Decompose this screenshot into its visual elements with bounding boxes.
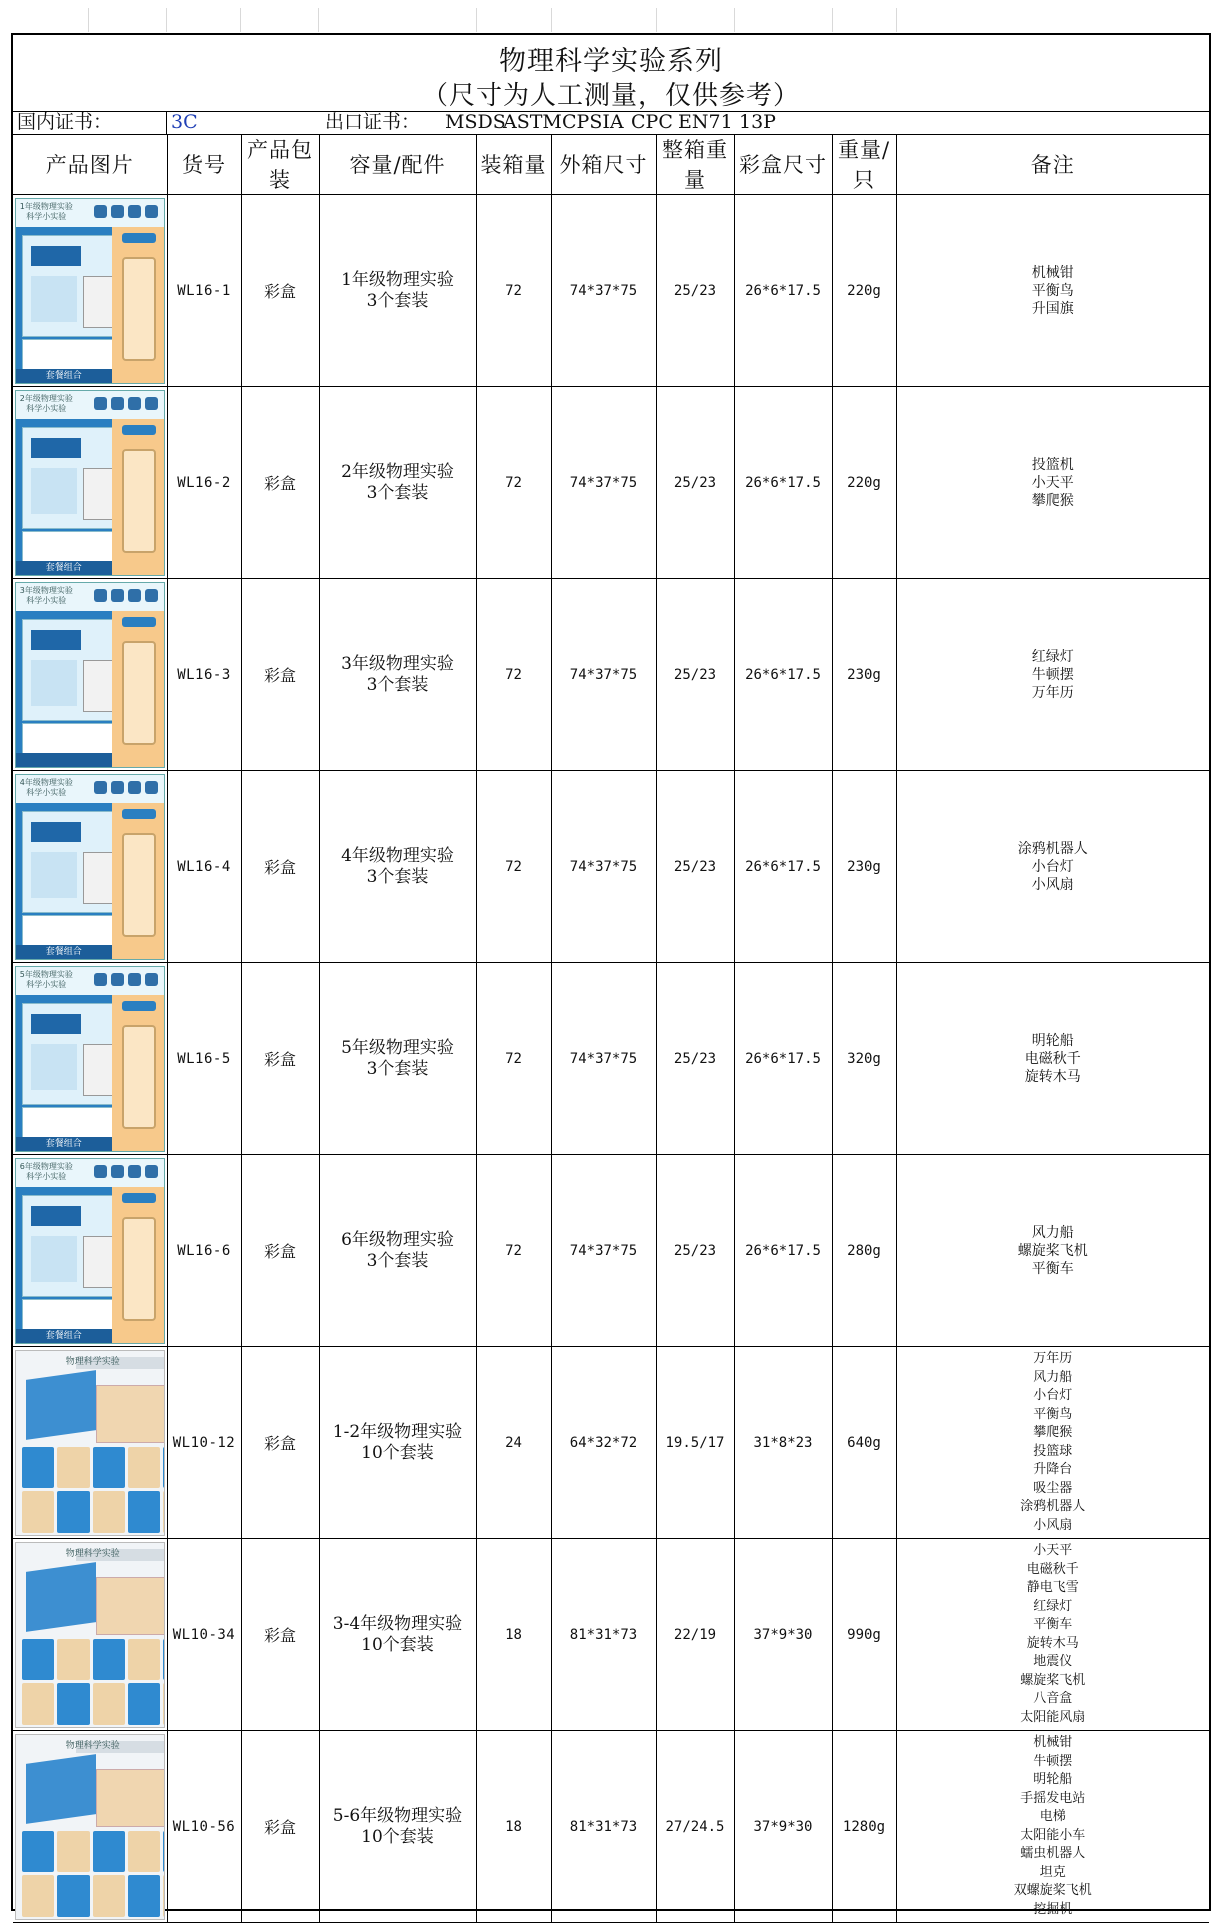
- note-item: 挖掘机: [1033, 1901, 1073, 1917]
- product-image: [15, 1350, 165, 1536]
- table-row: [13, 579, 1209, 771]
- title-main: 物理科学实验系列: [499, 46, 723, 77]
- note-item: 小天平: [1031, 474, 1074, 491]
- notes-cell: [896, 387, 1209, 579]
- unit-weight: 230g: [832, 579, 896, 771]
- capacity-cell: [319, 771, 476, 963]
- product-image: [15, 966, 165, 1152]
- capacity-cell: [319, 1347, 476, 1539]
- image-title-text: 3年级物理实验 科学小实验: [19, 585, 73, 605]
- product-code: WL16-2: [167, 387, 241, 579]
- note-item: 明轮船: [1033, 1772, 1073, 1787]
- product-code: WL16-6: [167, 1155, 241, 1347]
- table-row: [13, 195, 1209, 387]
- note-item: 红绿灯: [1033, 1598, 1073, 1614]
- note-item: 投篮机: [1031, 456, 1074, 473]
- capacity-line: 10个套装: [361, 1634, 434, 1655]
- carton-weight: 22/19: [656, 1539, 734, 1731]
- image-title-text: 物理科学实验: [65, 1356, 120, 1367]
- certificate-row: [13, 111, 1209, 135]
- image-title-text: 物理科学实验: [65, 1548, 120, 1559]
- note-item: 电磁秋千: [1026, 1561, 1079, 1577]
- capacity-line: 3年级物理实验: [341, 653, 454, 674]
- notes-cell: [896, 579, 1209, 771]
- carton-weight: 25/23: [656, 963, 734, 1155]
- capacity-line: 1年级物理实验: [341, 269, 454, 290]
- carton-size: 74*37*75: [551, 195, 656, 387]
- image-title-text: 1年级物理实验 科学小实验: [19, 201, 73, 221]
- image-footer-text: 套餐组合: [16, 1329, 112, 1343]
- carton-qty: 72: [476, 387, 551, 579]
- capacity-cell: [319, 1155, 476, 1347]
- package-type: 彩盒: [241, 1347, 319, 1539]
- package-type: 彩盒: [241, 387, 319, 579]
- carton-qty: 72: [476, 963, 551, 1155]
- image-title-text: 2年级物理实验 科学小实验: [19, 393, 73, 413]
- header-row: [13, 134, 1209, 195]
- capacity-line: 4年级物理实验: [341, 845, 454, 866]
- domestic-cert-label: 国内证书：: [17, 111, 113, 133]
- table-row: [13, 1731, 1209, 1923]
- capacity-line: 3-4年级物理实验: [332, 1613, 463, 1634]
- product-image-cell: [13, 195, 167, 387]
- note-item: 机械钳: [1033, 1735, 1073, 1750]
- carton-size: 74*37*75: [551, 771, 656, 963]
- carton-weight: 25/23: [656, 195, 734, 387]
- image-title-text: 5年级物理实验 科学小实验: [19, 969, 73, 989]
- unit-weight: 220g: [832, 387, 896, 579]
- image-footer-text: 套餐组合: [16, 561, 112, 575]
- color-box-size: 26*6*17.5: [734, 771, 832, 963]
- col-header-weight: 整箱重量: [656, 134, 734, 195]
- color-box-size: 31*8*23: [734, 1347, 832, 1539]
- product-image-cell: [13, 1347, 167, 1539]
- note-item: 风力船: [1031, 1224, 1074, 1241]
- note-item: 蠕虫机器人: [1020, 1846, 1086, 1861]
- product-image-cell: [13, 963, 167, 1155]
- note-item: 旋转木马: [1026, 1635, 1079, 1651]
- col-header-qty: 装箱量: [476, 134, 551, 195]
- title-note: （尺寸为人工测量，仅供参考）: [421, 81, 800, 111]
- note-item: 平衡车: [1031, 1260, 1074, 1277]
- note-item: 太阳能风扇: [1020, 1709, 1086, 1725]
- note-item: 手摇发电站: [1020, 1790, 1086, 1806]
- image-footer-text: 套餐组合: [16, 1137, 112, 1151]
- capacity-line: 6年级物理实验: [341, 1229, 454, 1250]
- capacity-cell: [319, 1731, 476, 1923]
- unit-weight: 990g: [832, 1539, 896, 1731]
- unit-weight: 1280g: [832, 1731, 896, 1923]
- carton-qty: 72: [476, 195, 551, 387]
- table-row: [13, 1347, 1209, 1539]
- carton-size: 81*31*73: [551, 1539, 656, 1731]
- spec-sheet: [11, 33, 1211, 1917]
- note-item: 螺旋桨飞机: [1020, 1672, 1086, 1688]
- note-item: 明轮船: [1031, 1032, 1074, 1049]
- note-item: 红绿灯: [1031, 648, 1074, 665]
- col-header-capacity: 容量/配件: [319, 134, 476, 195]
- carton-weight: 19.5/17: [656, 1347, 734, 1539]
- unit-weight: 220g: [832, 195, 896, 387]
- sheet-title: [13, 35, 1209, 112]
- carton-size: 74*37*75: [551, 579, 656, 771]
- package-type: 彩盒: [241, 963, 319, 1155]
- col-header-carton: 外箱尺寸: [551, 134, 656, 195]
- capacity-line: 3个套装: [366, 674, 429, 695]
- capacity-cell: [319, 1539, 476, 1731]
- note-item: 平衡车: [1033, 1617, 1073, 1632]
- export-cert-cpsia: CPSIA: [562, 111, 624, 133]
- color-box-size: 26*6*17.5: [734, 1155, 832, 1347]
- color-box-size: 26*6*17.5: [734, 963, 832, 1155]
- package-type: 彩盒: [241, 1539, 319, 1731]
- capacity-line: 5年级物理实验: [341, 1037, 454, 1058]
- product-image-cell: [13, 771, 167, 963]
- note-item: 攀爬猴: [1031, 492, 1074, 509]
- note-item: 投篮球: [1033, 1443, 1073, 1459]
- product-image-cell: [13, 1539, 167, 1731]
- note-item: 万年历: [1033, 1351, 1073, 1366]
- product-image-cell: [13, 1731, 167, 1923]
- export-cert-en71: EN71: [678, 111, 733, 133]
- package-type: 彩盒: [241, 579, 319, 771]
- note-item: 八音盒: [1033, 1691, 1073, 1706]
- col-header-box: 彩盒尺寸: [734, 134, 832, 195]
- note-item: 风力船: [1033, 1369, 1073, 1385]
- carton-size: 81*31*73: [551, 1731, 656, 1923]
- carton-qty: 24: [476, 1347, 551, 1539]
- color-box-size: 37*9*30: [734, 1731, 832, 1923]
- product-image: [15, 1158, 165, 1344]
- note-item: 攀爬猴: [1033, 1425, 1073, 1440]
- carton-size: 74*37*75: [551, 387, 656, 579]
- image-title-text: 物理科学实验: [65, 1740, 120, 1751]
- capacity-line: 3个套装: [366, 866, 429, 887]
- color-box-size: 26*6*17.5: [734, 579, 832, 771]
- table-row: [13, 1155, 1209, 1347]
- note-item: 静电飞雪: [1026, 1580, 1079, 1595]
- product-code: WL10-56: [167, 1731, 241, 1923]
- note-item: 双螺旋桨飞机: [1013, 1883, 1092, 1898]
- capacity-line: 3个套装: [366, 1250, 429, 1271]
- table-row: [13, 771, 1209, 963]
- carton-weight: 25/23: [656, 387, 734, 579]
- package-type: 彩盒: [241, 771, 319, 963]
- product-image: [15, 582, 165, 768]
- image-title-text: 4年级物理实验 科学小实验: [19, 777, 73, 797]
- capacity-cell: [319, 387, 476, 579]
- export-cert-cpc: CPC: [631, 111, 673, 133]
- capacity-line: 3个套装: [366, 1058, 429, 1079]
- export-cert-msds: MSDS: [445, 111, 506, 133]
- note-item: 涂鸦机器人: [1017, 840, 1088, 857]
- product-image: [15, 1734, 165, 1920]
- note-item: 小天平: [1033, 1543, 1073, 1558]
- note-item: 牛顿摆: [1031, 666, 1074, 683]
- notes-cell: [896, 1347, 1209, 1539]
- spreadsheet-gridlines: [0, 0, 1223, 33]
- notes-cell: [896, 1539, 1209, 1731]
- export-cert-13p: 13P: [739, 111, 776, 133]
- col-header-package: 产品包装: [241, 134, 319, 195]
- note-item: 地震仪: [1033, 1654, 1073, 1669]
- carton-qty: 18: [476, 1731, 551, 1923]
- image-footer-text: [16, 753, 112, 767]
- carton-qty: 72: [476, 771, 551, 963]
- col-header-notes: 备注: [896, 134, 1209, 195]
- export-cert-astm: ASTM: [503, 111, 562, 133]
- col-header-image: 产品图片: [13, 134, 167, 195]
- capacity-line: 5-6年级物理实验: [332, 1805, 463, 1826]
- note-item: 平衡鸟: [1031, 282, 1074, 299]
- col-header-unit-weight: 重量/只: [832, 134, 896, 195]
- carton-weight: 25/23: [656, 771, 734, 963]
- note-item: 涂鸦机器人: [1020, 1499, 1086, 1514]
- note-item: 电梯: [1039, 1809, 1066, 1824]
- capacity-line: 10个套装: [361, 1442, 434, 1463]
- export-cert-label: 出口证书：: [325, 111, 421, 133]
- note-item: 平衡鸟: [1033, 1406, 1073, 1422]
- product-image: [15, 390, 165, 576]
- capacity-cell: [319, 195, 476, 387]
- product-image-cell: [13, 387, 167, 579]
- capacity-line: 2年级物理实验: [341, 461, 454, 482]
- notes-cell: [896, 771, 1209, 963]
- product-code: WL10-34: [167, 1539, 241, 1731]
- product-image-cell: [13, 579, 167, 771]
- product-table: [13, 134, 1209, 1923]
- product-image: [15, 774, 165, 960]
- color-box-size: 26*6*17.5: [734, 387, 832, 579]
- capacity-line: 10个套装: [361, 1826, 434, 1847]
- note-item: 坦克: [1039, 1864, 1066, 1880]
- note-item: 小风扇: [1033, 1517, 1073, 1533]
- notes-cell: [896, 1731, 1209, 1923]
- product-image-cell: [13, 1155, 167, 1347]
- package-type: 彩盒: [241, 1155, 319, 1347]
- note-item: 升国旗: [1031, 300, 1074, 317]
- note-item: 吸尘器: [1033, 1480, 1073, 1496]
- table-row: [13, 387, 1209, 579]
- color-box-size: 26*6*17.5: [734, 195, 832, 387]
- carton-size: 74*37*75: [551, 1155, 656, 1347]
- notes-cell: [896, 195, 1209, 387]
- note-item: 电磁秋千: [1024, 1050, 1081, 1067]
- note-item: 螺旋桨飞机: [1017, 1242, 1088, 1259]
- unit-weight: 640g: [832, 1347, 896, 1539]
- domestic-cert-value: 3C: [171, 111, 198, 133]
- table-row: [13, 1539, 1209, 1731]
- capacity-cell: [319, 579, 476, 771]
- notes-cell: [896, 1155, 1209, 1347]
- note-item: 小台灯: [1033, 1388, 1073, 1403]
- image-footer-text: 套餐组合: [16, 945, 112, 959]
- note-item: 太阳能小车: [1020, 1827, 1086, 1843]
- table-row: [13, 963, 1209, 1155]
- image-title-text: 6年级物理实验 科学小实验: [19, 1161, 73, 1181]
- capacity-line: 3个套装: [366, 290, 429, 311]
- capacity-line: 1-2年级物理实验: [332, 1421, 463, 1442]
- color-box-size: 37*9*30: [734, 1539, 832, 1731]
- note-item: 牛顿摆: [1033, 1753, 1073, 1769]
- carton-weight: 27/24.5: [656, 1731, 734, 1923]
- note-item: 万年历: [1031, 684, 1074, 701]
- product-image: [15, 198, 165, 384]
- col-header-code: 货号: [167, 134, 241, 195]
- note-item: 机械钳: [1031, 264, 1074, 281]
- product-code: WL16-3: [167, 579, 241, 771]
- product-code: WL16-1: [167, 195, 241, 387]
- unit-weight: 230g: [832, 771, 896, 963]
- capacity-cell: [319, 963, 476, 1155]
- note-item: 小台灯: [1031, 858, 1074, 875]
- unit-weight: 320g: [832, 963, 896, 1155]
- product-code: WL10-12: [167, 1347, 241, 1539]
- product-image: [15, 1542, 165, 1728]
- carton-qty: 72: [476, 579, 551, 771]
- carton-size: 74*37*75: [551, 963, 656, 1155]
- notes-cell: [896, 963, 1209, 1155]
- product-code: WL16-5: [167, 963, 241, 1155]
- carton-size: 64*32*72: [551, 1347, 656, 1539]
- image-footer-text: 套餐组合: [16, 369, 112, 383]
- note-item: 旋转木马: [1024, 1068, 1081, 1085]
- package-type: 彩盒: [241, 195, 319, 387]
- note-item: 小风扇: [1031, 876, 1074, 893]
- carton-qty: 18: [476, 1539, 551, 1731]
- note-item: 升降台: [1033, 1462, 1073, 1477]
- unit-weight: 280g: [832, 1155, 896, 1347]
- carton-weight: 25/23: [656, 579, 734, 771]
- product-code: WL16-4: [167, 771, 241, 963]
- capacity-line: 3个套装: [366, 482, 429, 503]
- package-type: 彩盒: [241, 1731, 319, 1923]
- carton-qty: 72: [476, 1155, 551, 1347]
- carton-weight: 25/23: [656, 1155, 734, 1347]
